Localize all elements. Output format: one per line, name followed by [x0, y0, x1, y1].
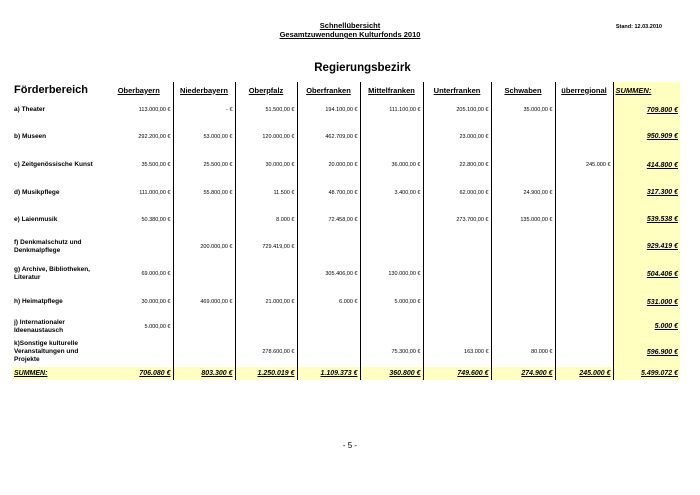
table-cell: [173, 260, 235, 288]
table-row: [12, 288, 680, 316]
table-cell: 35.000,00 €: [491, 98, 555, 122]
table-cell: [235, 316, 297, 337]
table-cell: 55.800,00 €: [173, 179, 235, 206]
table-cell: 35.500,00 €: [105, 151, 173, 179]
table-cell: 6.000 €: [297, 288, 360, 316]
table-row: [12, 316, 680, 337]
table-cell: 22.800,00 €: [423, 151, 491, 179]
table-cell: 111.000,00 €: [105, 179, 173, 206]
table-cell: 469.000,00 €: [173, 288, 235, 316]
table-cell: [491, 316, 555, 337]
region-heading: Regierungsbezirk: [314, 62, 411, 74]
row-total: 414.800 €: [613, 151, 680, 179]
table-cell: 62.000,00 €: [423, 179, 491, 206]
summen-label: SUMMEN:: [12, 367, 105, 380]
summen-cell: 706.080 €: [105, 367, 173, 380]
table-cell: [491, 151, 555, 179]
header-column: Unterfranken: [423, 82, 491, 98]
table-cell: [105, 337, 173, 367]
table-cell: 163.000 €: [423, 337, 491, 367]
header-column: Oberbayern: [105, 82, 173, 98]
table-header-row: [12, 82, 680, 98]
stand-date: Stand: 12.03.2010: [615, 24, 662, 30]
table-cell: 729.419,00 €: [235, 233, 297, 260]
row-label: h) Heimatpflege: [14, 298, 63, 305]
summen-cell: 5.499.072 €: [613, 367, 680, 380]
table-cell: [491, 122, 555, 151]
table-cell: 292.200,00 €: [105, 122, 173, 151]
table-cell: 273.700,00 €: [423, 206, 491, 233]
header-column: SUMMEN:: [613, 82, 680, 98]
row-total: 539.538 €: [613, 206, 680, 233]
table-cell: 245.000 €: [555, 151, 613, 179]
table-cell: [555, 260, 613, 288]
table-cell: [173, 337, 235, 367]
row-label: e) Laienmusik: [14, 215, 58, 223]
summen-row: [12, 367, 680, 380]
table-cell: [555, 98, 613, 122]
table-cell: 5.000,00 €: [360, 288, 423, 316]
table-row: [12, 260, 680, 288]
row-total: 709.800 €: [613, 98, 680, 122]
table-cell: 130.000,00 €: [360, 260, 423, 288]
table-cell: 36.000,00 €: [360, 151, 423, 179]
title-line-2: Gesamtzuwendungen Kulturfonds 2010: [279, 30, 421, 39]
table-cell: 50.380,00 €: [105, 206, 173, 233]
table-row: [12, 233, 680, 260]
summen-cell: 245.000 €: [555, 367, 613, 380]
row-label: a) Theater: [14, 106, 46, 113]
table-row: [12, 179, 680, 206]
table-cell: 113.000,00 €: [105, 98, 173, 122]
row-label: g) Archive, Bibliotheken, Literatur: [14, 266, 90, 281]
table-cell: 51.500,00 €: [235, 98, 297, 122]
row-total: 504.406 €: [613, 260, 680, 288]
row-total: 929.419 €: [613, 233, 680, 260]
table-cell: 194.100,00 €: [297, 98, 360, 122]
table-body: [12, 98, 680, 380]
table-cell: 120.000,00 €: [235, 122, 297, 151]
table-cell: [297, 337, 360, 367]
table-cell: [423, 260, 491, 288]
table-cell: 23.000,00 €: [423, 122, 491, 151]
funding-table: [12, 82, 680, 380]
header-foerderbereich: Förderbereich: [14, 84, 88, 96]
table-cell: 72.458,00 €: [297, 206, 360, 233]
title-line-1: Schnellübersicht: [319, 21, 381, 30]
summen-cell: 1.250.019 €: [235, 367, 297, 380]
table-cell: 30.000,00 €: [105, 288, 173, 316]
table-cell: [173, 316, 235, 337]
table-cell: [423, 288, 491, 316]
table-cell: 462.709,00 €: [297, 122, 360, 151]
table-cell: 69.000,00 €: [105, 260, 173, 288]
table-cell: - €: [173, 98, 235, 122]
table-row: [12, 122, 680, 151]
header-column: Oberpfalz: [235, 82, 297, 98]
table-cell: [491, 233, 555, 260]
table-cell: 135.000,00 €: [491, 206, 555, 233]
row-label: d) Musikpflege: [14, 188, 60, 196]
table-cell: [360, 316, 423, 337]
table-cell: 20.000,00 €: [297, 151, 360, 179]
row-total: 317.300 €: [613, 179, 680, 206]
table-cell: 5.000,00 €: [105, 316, 173, 337]
table-cell: [555, 288, 613, 316]
table-cell: [555, 206, 613, 233]
table-row: [12, 206, 680, 233]
row-label: f) Denkmalschutz und Denkmalpflege: [14, 238, 82, 254]
table-cell: 111.100,00 €: [360, 98, 423, 122]
table-cell: [555, 122, 613, 151]
row-total: 596.900 €: [613, 337, 680, 367]
summen-cell: 749.600 €: [423, 367, 491, 380]
table-cell: 278.600,00 €: [235, 337, 297, 367]
document-title: [0, 21, 700, 39]
table-cell: [491, 288, 555, 316]
table-row: [12, 337, 680, 367]
table-cell: 48.700,00 €: [297, 179, 360, 206]
row-label: b) Museen: [14, 132, 47, 140]
summen-cell: 274.900 €: [491, 367, 555, 380]
table-cell: [555, 233, 613, 260]
table-cell: [491, 260, 555, 288]
table-cell: 53.000,00 €: [173, 122, 235, 151]
header-column: überregional: [555, 82, 613, 98]
table-cell: [423, 233, 491, 260]
row-label: k)Sonstige kulturelle Veranstaltungen und Projekte: [14, 340, 79, 363]
table-cell: 80.000 €: [491, 337, 555, 367]
table-cell: [360, 233, 423, 260]
header-column: Mittelfranken: [360, 82, 423, 98]
page-number: - 5 -: [342, 441, 358, 450]
table-cell: 205.100,00 €: [423, 98, 491, 122]
table-row: [12, 98, 680, 122]
row-total: 950.909 €: [613, 122, 680, 151]
table-cell: 30.000,00 €: [235, 151, 297, 179]
summen-cell: 360.800 €: [360, 367, 423, 380]
summen-cell: 1.109.373 €: [297, 367, 360, 380]
row-label: c) Zeitgenössische Kunst: [14, 161, 93, 168]
summen-cell: 803.300 €: [173, 367, 235, 380]
table-cell: [555, 179, 613, 206]
header-column: Oberfranken: [297, 82, 360, 98]
table-cell: [360, 206, 423, 233]
table-cell: [105, 233, 173, 260]
table-row: [12, 151, 680, 179]
row-label: j) Internationaler Ideenaustausch: [14, 318, 65, 334]
table-cell: [360, 122, 423, 151]
table-cell: 200.000,00 €: [173, 233, 235, 260]
row-total: 5.000 €: [613, 316, 680, 337]
table-cell: [555, 337, 613, 367]
table-cell: 8.000 €: [235, 206, 297, 233]
header-column: Schwaben: [491, 82, 555, 98]
header-column: Niederbayern: [173, 82, 235, 98]
table-cell: 21.000,00 €: [235, 288, 297, 316]
table-cell: 75.300,00 €: [360, 337, 423, 367]
row-total: 531.000 €: [613, 288, 680, 316]
table-cell: 24.900,00 €: [491, 179, 555, 206]
table-cell: 3.400,00 €: [360, 179, 423, 206]
table-cell: [173, 206, 235, 233]
table-cell: 11.500 €: [235, 179, 297, 206]
table-cell: [297, 233, 360, 260]
table-cell: [423, 316, 491, 337]
table-cell: [297, 316, 360, 337]
table-cell: 25.500,00 €: [173, 151, 235, 179]
table-cell: [555, 316, 613, 337]
table-cell: [235, 260, 297, 288]
table-cell: 305.406,00 €: [297, 260, 360, 288]
